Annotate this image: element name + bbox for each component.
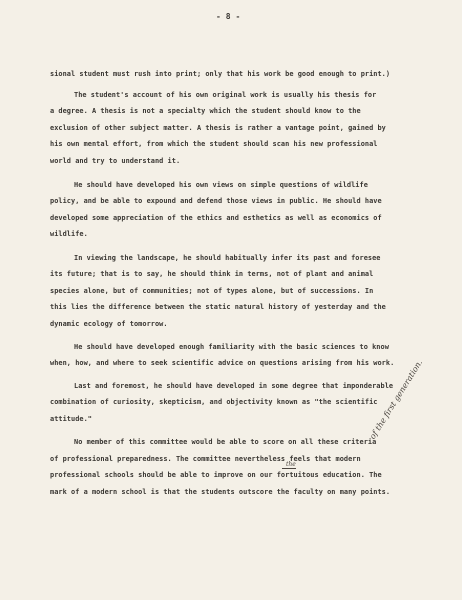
text-line: He should have developed his own views on simple questions of wildlife [74, 181, 368, 189]
text-line: Last and foremost, he should have developed in some degree that imponderable [74, 382, 394, 390]
page-number: - 8 - [216, 12, 241, 21]
text-line: sional student must rush into print; only that his work be good enough to print.) [50, 70, 391, 78]
text-line: a degree. A thesis is not a specialty which the student should know to the [50, 107, 361, 115]
text-line: world and try to understand it. [50, 157, 181, 165]
text-line: his own mental effort, from which the student should scan his new professional [50, 140, 378, 148]
text-line: The student's account of his own original work is usually his thesis for [74, 91, 377, 99]
text-line: its future; that is to say, he should think in terms, not of plant and animal [50, 270, 374, 278]
handwritten-margin-note: of the first generation. [368, 358, 425, 441]
text-line: exclusion of other subject matter. A thesis is rather a vantage point, gained by [50, 124, 386, 132]
text-line: developed some appreciation of the ethics and esthetics as well as economics of [50, 214, 382, 222]
text-line: professional schools should be able to improve on our fortuitous education. The [50, 471, 382, 479]
text-line: No member of this committee would be able to score on all these criteria [74, 438, 377, 446]
text-line: policy, and be able to expound and defend those views in public. He should have [50, 197, 382, 205]
text-line: In viewing the landscape, he should habitually infer its past and foresee [74, 254, 381, 262]
text-line: wildlife. [50, 230, 88, 238]
text-line: this lies the difference between the static natural history of yesterday and the [50, 303, 386, 311]
text-line: when, how, and where to seek scientific advice on questions arising from his work. [50, 359, 395, 367]
text-line: attitude." [50, 415, 92, 423]
handwritten-insertion: the [286, 461, 296, 468]
text-line: He should have developed enough familiarity with the basic sciences to know [74, 343, 389, 351]
text-line: dynamic ecology of tomorrow. [50, 320, 168, 328]
strikethrough-mark [282, 468, 296, 469]
text-line: mark of a modern school is that the students outscore the faculty on many points. [50, 488, 391, 496]
text-line: combination of curiosity, skepticism, and objectivity known as "the scientific [50, 398, 378, 406]
text-line: of professional preparedness. The committee nevertheless feels that modern [50, 455, 361, 463]
text-line: species alone, but of communities; not of types alone, but of successions. In [50, 287, 374, 295]
